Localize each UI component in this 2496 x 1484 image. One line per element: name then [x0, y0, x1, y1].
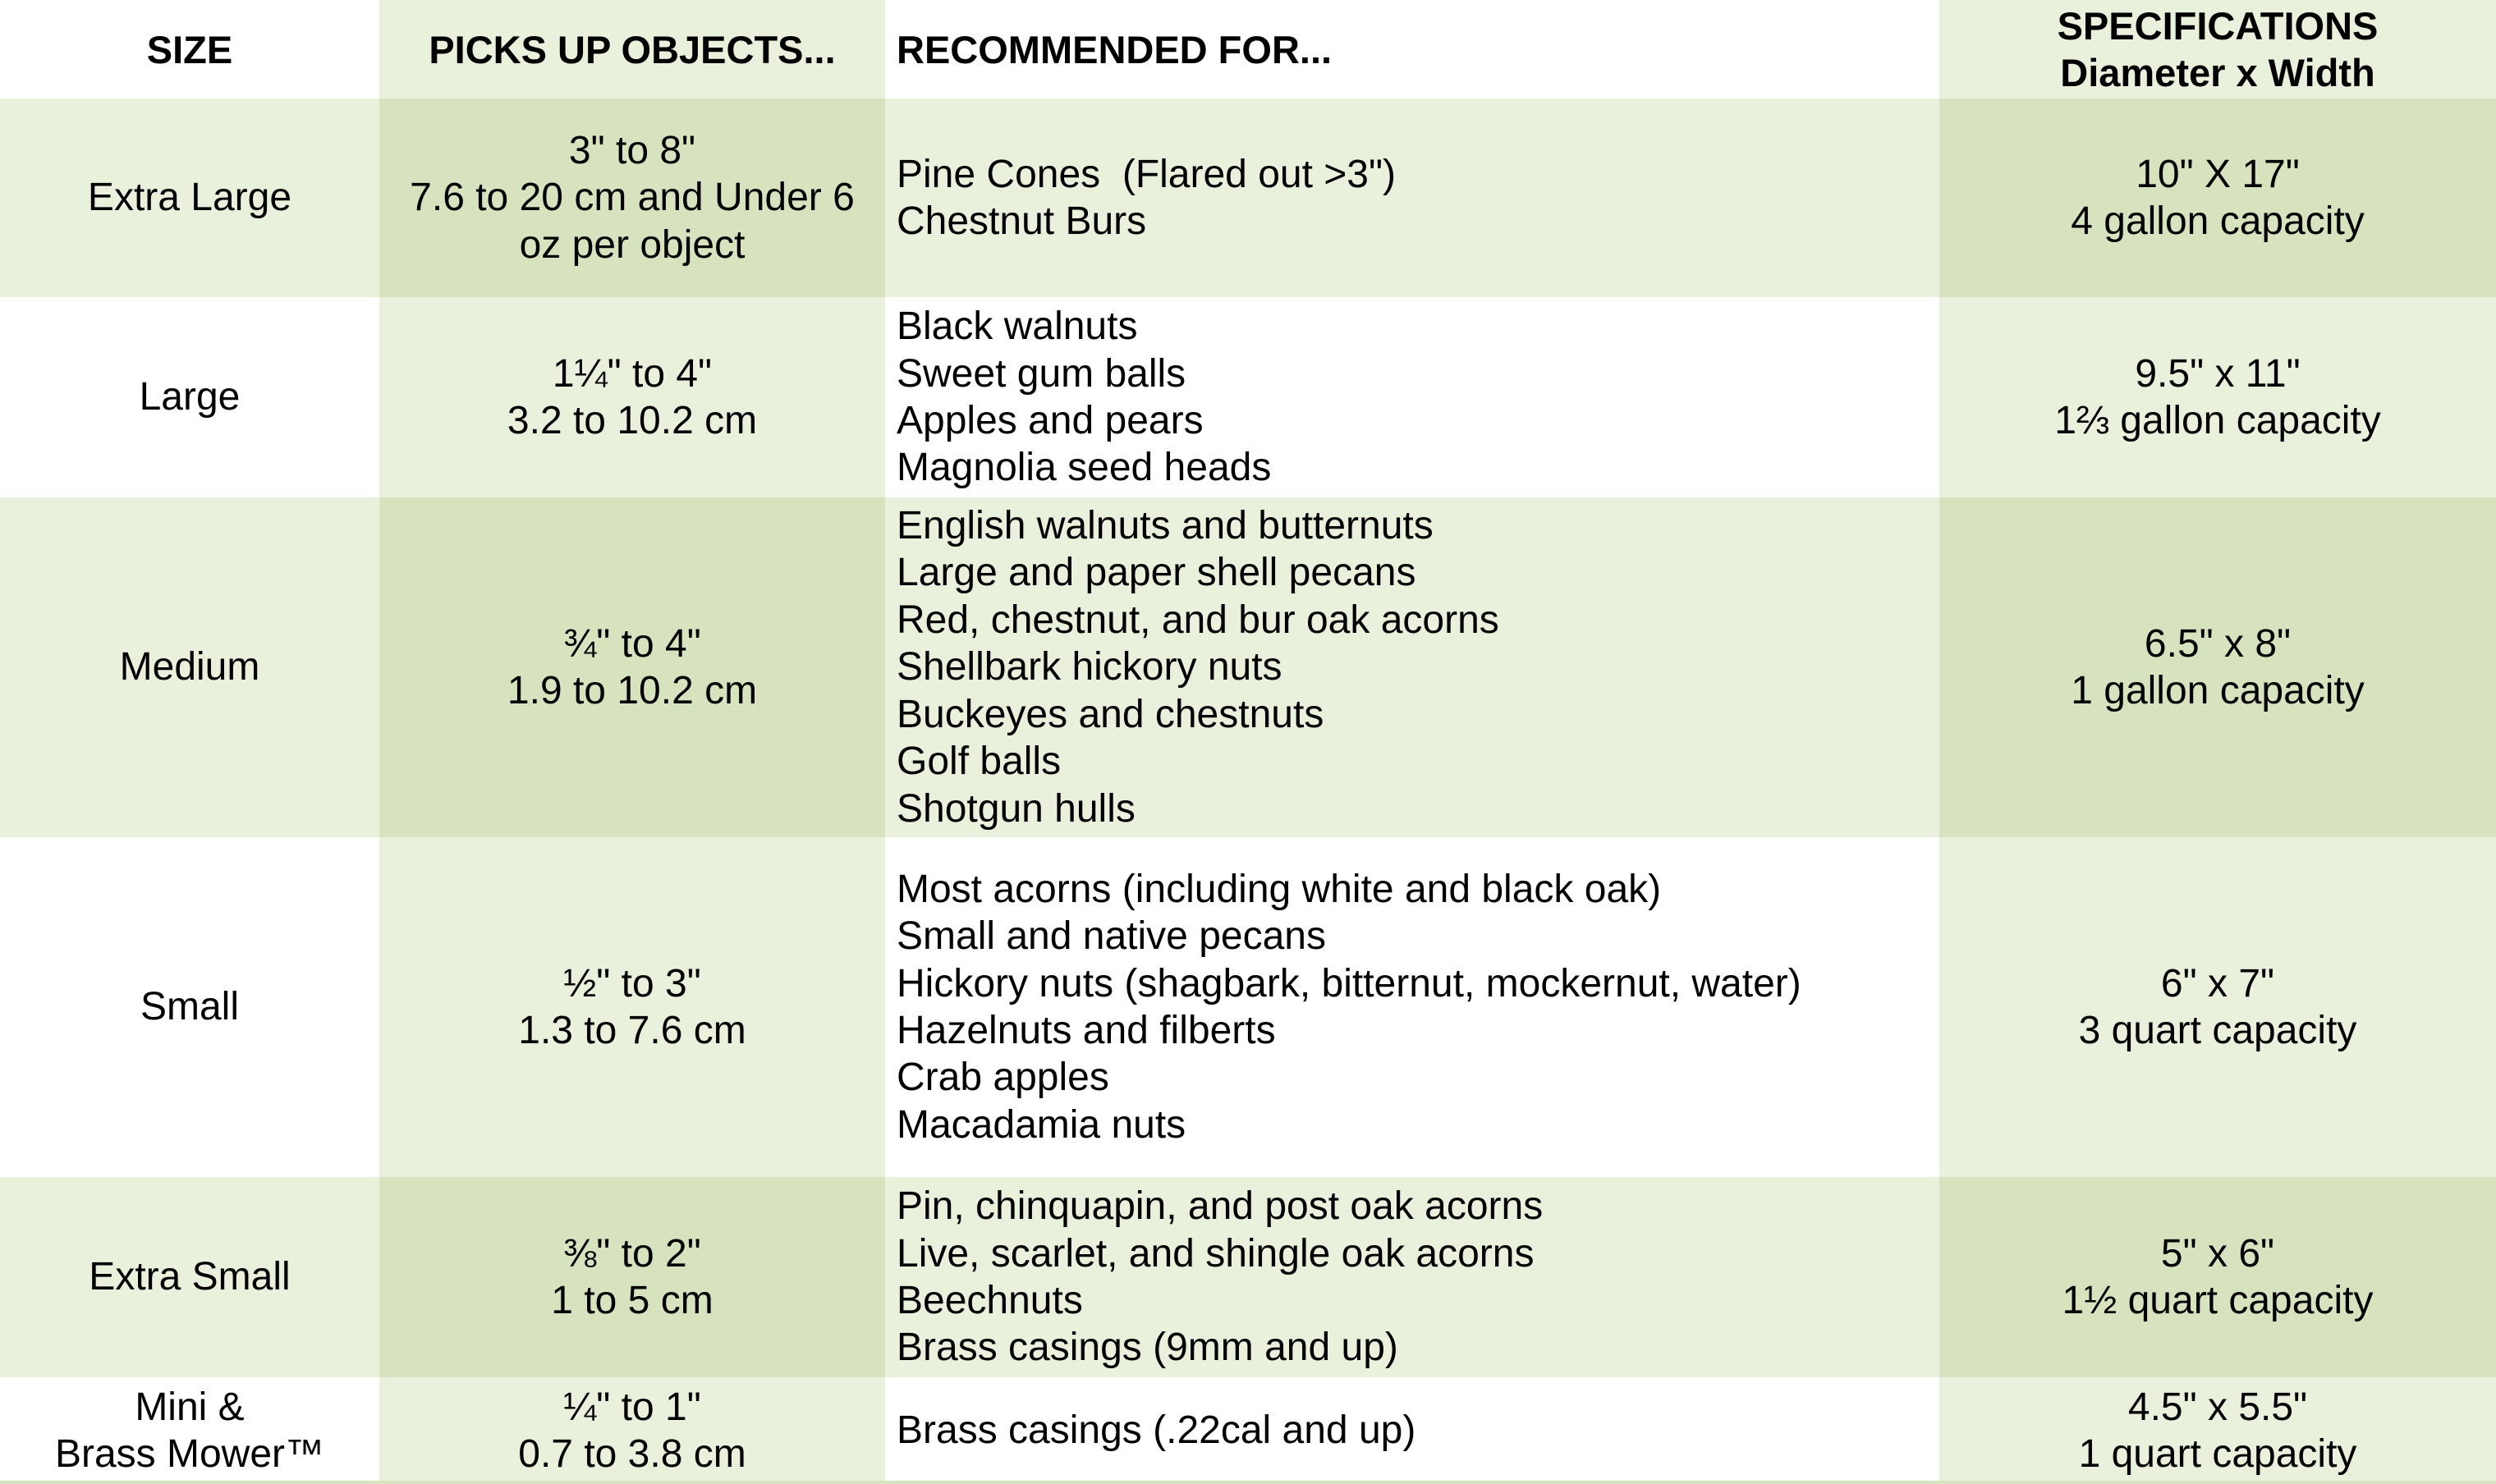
size-cell: Extra Large	[0, 98, 379, 297]
recommended-cell: Most acorns (including white and black oak) Small and native pecans Hickory nuts (shagbark, bitternut, mockernut, water) Hazelnuts and filberts Crab apples Macadamia nuts	[885, 837, 1939, 1177]
specs-cell: 6.5" x 8" 1 gallon capacity	[1939, 497, 2496, 837]
table-row	[0, 1377, 2496, 1484]
size-cell: Extra Small	[0, 1177, 379, 1377]
table-row	[0, 497, 2496, 837]
bottom-divider	[0, 1481, 2496, 1484]
specs-cell: 4.5" x 5.5" 1 quart capacity	[1939, 1377, 2496, 1484]
picks-up-cell: 1¼" to 4" 3.2 to 10.2 cm	[379, 297, 885, 497]
recommended-cell: Pin, chinquapin, and post oak acorns Live, scarlet, and shingle oak acorns Beechnuts Brass casings (9mm and up)	[885, 1177, 1939, 1377]
recommended-cell: Pine Cones (Flared out >3") Chestnut Burs	[885, 98, 1939, 297]
table-row	[0, 1177, 2496, 1377]
size-cell: Mini & Brass Mower™	[0, 1377, 379, 1484]
picks-up-cell: ⅜" to 2" 1 to 5 cm	[379, 1177, 885, 1377]
specs-cell: 5" x 6" 1½ quart capacity	[1939, 1177, 2496, 1377]
header-row	[0, 0, 2496, 98]
specs-cell: 9.5" x 11" 1⅔ gallon capacity	[1939, 297, 2496, 497]
header-specifications: SPECIFICATIONS Diameter x Width	[1939, 0, 2496, 98]
picks-up-cell: ½" to 3" 1.3 to 7.6 cm	[379, 837, 885, 1177]
table-row	[0, 837, 2496, 1177]
header-size: SIZE	[146, 27, 233, 71]
header-recommended: RECOMMENDED FOR...	[897, 27, 1333, 71]
header-picks-up: PICKS UP OBJECTS...	[379, 0, 885, 98]
size-cell: Medium	[0, 497, 379, 837]
table-row	[0, 297, 2496, 497]
specs-cell: 6" x 7" 3 quart capacity	[1939, 837, 2496, 1177]
picks-up-cell: ¼" to 1" 0.7 to 3.8 cm	[379, 1377, 885, 1484]
size-cell: Small	[0, 837, 379, 1177]
picks-up-cell: 3" to 8" 7.6 to 20 cm and Under 6 oz per object	[379, 98, 885, 297]
recommended-cell: Black walnuts Sweet gum balls Apples and pears Magnolia seed heads	[885, 297, 1939, 497]
recommended-cell: English walnuts and butternuts Large and paper shell pecans Red, chestnut, and bur oak acorns Shellbark hickory nuts Buckeyes and chestnuts Golf balls Shotgun hulls	[885, 497, 1939, 837]
table-row	[0, 98, 2496, 297]
picks-up-cell: ¾" to 4" 1.9 to 10.2 cm	[379, 497, 885, 837]
recommended-cell: Brass casings (.22cal and up)	[885, 1377, 1939, 1484]
size-cell: Large	[0, 297, 379, 497]
specs-cell: 10" X 17" 4 gallon capacity	[1939, 98, 2496, 297]
